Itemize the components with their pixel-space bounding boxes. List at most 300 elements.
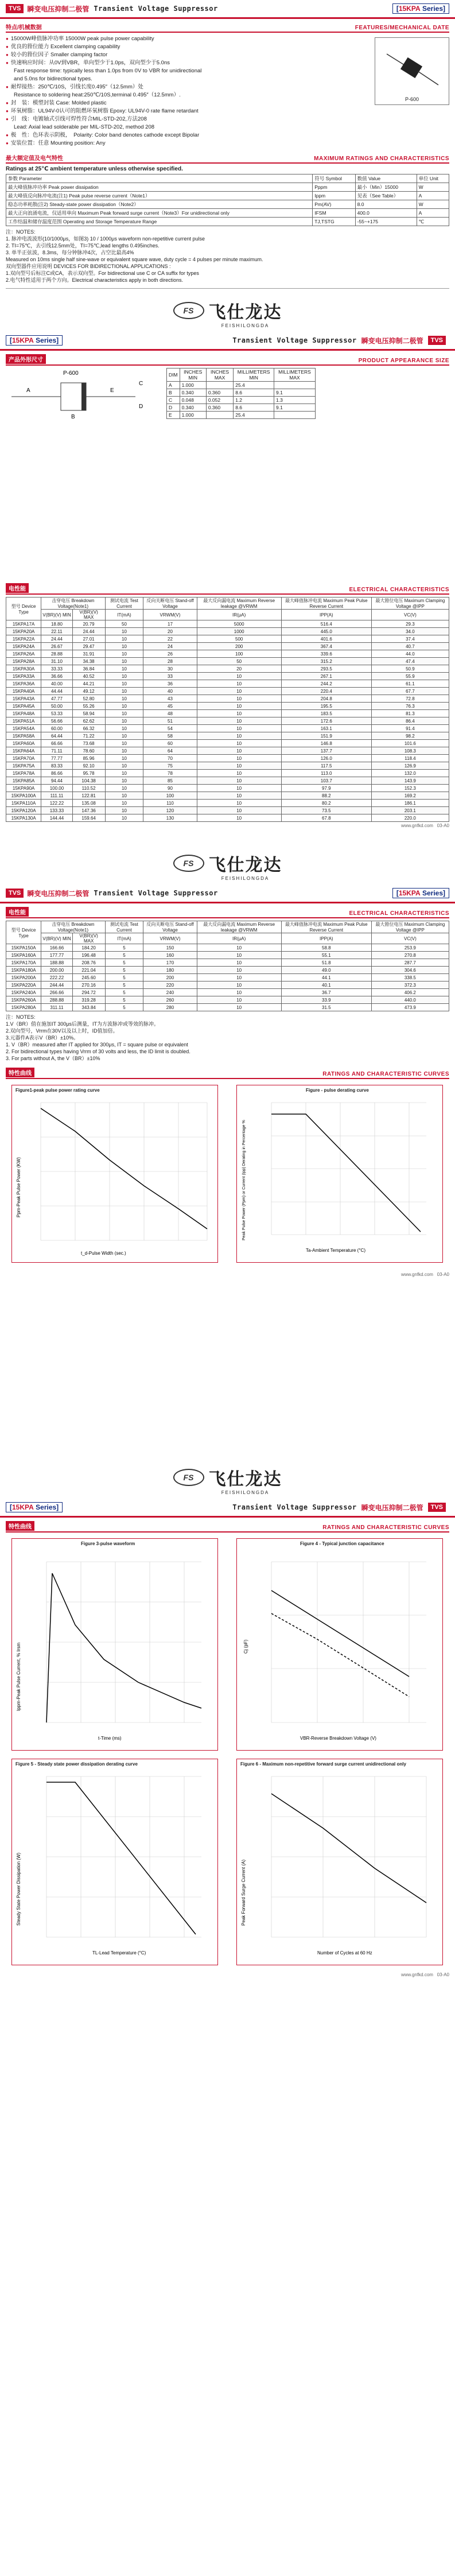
table-cell: 15KPA170A: [6, 959, 41, 967]
table-cell: 0.052: [206, 397, 233, 404]
table-cell: [206, 382, 233, 389]
table-cell: 244.2: [281, 680, 371, 688]
table-cell: 338.5: [371, 974, 449, 981]
table-cell: 10: [105, 643, 143, 650]
header-en-title: Transient Voltage Suppressor: [232, 336, 357, 344]
figure-4-plot: [237, 1539, 442, 1750]
table-cell: 56.66: [41, 717, 73, 725]
table-cell: 86.4: [371, 717, 449, 725]
table-cell: 44.44: [41, 688, 73, 695]
table-cell: 31.10: [41, 658, 73, 665]
table-cell: 50: [105, 620, 143, 628]
dims-package-label: P-600: [63, 370, 79, 377]
table-cell: 500: [197, 635, 281, 643]
table-cell: 15KPA45A: [6, 703, 41, 710]
table-cell: 15KPA220A: [6, 981, 41, 989]
page-header: [0, 1499, 455, 1516]
table-cell: 253.9: [371, 944, 449, 952]
table-cell: 60.00: [41, 725, 73, 732]
page-footer: www.gnfkd.com 03-A0: [400, 1972, 449, 1977]
table-cell: 110.52: [72, 785, 105, 792]
table-cell: 10: [197, 725, 281, 732]
table-cell: 47.4: [371, 658, 449, 665]
table-cell: 40.52: [72, 673, 105, 680]
table-cell: 10: [105, 703, 143, 710]
table-cell: 5: [105, 1004, 143, 1011]
feature-item: Resistance to soldering heat:250℃/10S,terminal 0.495″（12.5mm）.: [14, 92, 181, 98]
table-cell: 25.4: [234, 382, 274, 389]
table-cell: 184.20: [72, 944, 105, 952]
table-cell: 28: [143, 658, 197, 665]
table-cell: 36.84: [72, 665, 105, 673]
figure-2-plot: [237, 1085, 442, 1262]
table-cell: Pppm: [313, 183, 355, 192]
table-cell: 稳态功率耗散(注2) Steady-state power dissipation（Note2）: [6, 200, 313, 209]
table-cell: 91.4: [371, 725, 449, 732]
table-cell: 60: [143, 740, 197, 747]
table-cell: 77.77: [41, 755, 73, 762]
note-line: 2.双向型号，Vrrm在30V以及以上时，ID值加倍。: [6, 1028, 118, 1034]
table-cell: 188.88: [41, 959, 73, 967]
table-cell: 15KPA90A: [6, 785, 41, 792]
table-cell: 270.16: [72, 981, 105, 989]
table-cell: 10: [105, 814, 143, 822]
elec-row: [6, 967, 449, 974]
table-cell: 55.26: [72, 703, 105, 710]
table-cell: 208.76: [72, 959, 105, 967]
table-cell: 10: [197, 703, 281, 710]
table-cell: 401.6: [281, 635, 371, 643]
dims-row: [167, 382, 316, 389]
feature-item: and 5.0ns for bidirectional types.: [14, 76, 92, 82]
note-line: 2. TI=75℃，去引线12.5mm处，TI=75℃,lead lengths 0.495inches.: [6, 243, 160, 249]
figure-5-title: Figure 5 - Steady state power dissipation derating curve: [15, 1762, 138, 1767]
table-cell: 71.22: [72, 732, 105, 740]
note-line: 双向型器件应用说明 DEVICES FOR BIDIRECTIONAL APPLICATIONS :: [6, 263, 171, 269]
table-cell: 58.8: [281, 944, 371, 952]
table-cell: 10: [197, 673, 281, 680]
table-cell: 144.44: [41, 814, 73, 822]
table-cell: 10: [105, 762, 143, 770]
table-cell: 5: [105, 989, 143, 996]
table-cell: 73.5: [281, 807, 371, 814]
note-line: 3. 单半正弦波，8.3ms，每分钟脉冲4次，占空比最高4%: [6, 250, 134, 255]
table-cell: 288.88: [41, 996, 73, 1004]
elec-row: [6, 732, 449, 740]
table-cell: 103.7: [281, 777, 371, 785]
note-line: 1.V（BR）值在施加IT 300μs后测量，IT为方波脉冲或等效的脉冲。: [6, 1021, 160, 1027]
table-cell: 108.3: [371, 747, 449, 755]
table-cell: 146.8: [281, 740, 371, 747]
table-cell: 10: [105, 665, 143, 673]
table-cell: 34.0: [371, 628, 449, 635]
figure-5-xlabel: TL-Lead Temperature (°C): [92, 1950, 146, 1956]
elec-row: [6, 800, 449, 807]
feature-item: ● 环氧树脂：UL94V-0认可的阻燃环氧树脂 Epoxy: UL94V-0 rate flame retardant: [6, 107, 375, 115]
table-cell: 10: [105, 777, 143, 785]
table-cell: 51.8: [281, 959, 371, 967]
ratings-row: [6, 200, 449, 209]
table-cell: 5: [105, 967, 143, 974]
header-en-title: Transient Voltage Suppressor: [94, 5, 218, 13]
figure-3-ylabel: Ippm-Peak Pulse Current, % Irsm: [16, 1642, 21, 1711]
header-cn-title: 瞬变电压抑制二极管: [361, 336, 423, 345]
curves-heading-2: 特性曲线 RATINGS AND CHARACTERISTIC CURVES: [6, 1521, 449, 1533]
note-line: 3. For parts without A, the V（BR）±10%: [6, 1056, 100, 1061]
table-cell: 55.9: [371, 673, 449, 680]
table-cell: 240: [143, 989, 197, 996]
table-cell: 10: [105, 755, 143, 762]
table-cell: 1.2: [234, 397, 274, 404]
table-cell: 47.77: [41, 695, 73, 703]
elec-row: [6, 628, 449, 635]
page-footer: www.gnfkd.com 03-A0: [400, 823, 449, 828]
table-cell: 30: [143, 665, 197, 673]
table-cell: 28.88: [41, 650, 73, 658]
col-header: 符号 Symbol: [313, 174, 355, 183]
features-block: [0, 35, 455, 148]
table-cell: 10: [197, 695, 281, 703]
page-1: [0, 0, 455, 580]
table-cell: 0.340: [180, 404, 206, 412]
col-header: V(BR)(V) MAX: [72, 610, 105, 620]
table-cell: 10: [105, 635, 143, 643]
dims-row: [167, 404, 316, 412]
table-cell: 17: [143, 620, 197, 628]
logo-cn: 飞仕龙达: [208, 1469, 282, 1489]
table-cell: 0.360: [206, 404, 233, 412]
table-cell: 27.01: [72, 635, 105, 643]
table-cell: 400.0: [355, 209, 417, 218]
table-cell: 31.5: [281, 1004, 371, 1011]
col-header: IT(mA): [105, 610, 143, 620]
table-cell: 10: [197, 952, 281, 959]
table-cell: 10: [197, 944, 281, 952]
feature-item: ● 快速响应时间：从0V到VBR，单向型少于1.0ps，双向型少于5.0ns: [6, 59, 375, 67]
table-cell: 5: [105, 952, 143, 959]
table-cell: 15KPA60A: [6, 740, 41, 747]
elec-heading-2: 电性能 ELECTRICAL CHARACTERISTICS: [6, 907, 449, 918]
table-cell: 70: [143, 755, 197, 762]
figure-5-ylabel: Steady State Power Dissipation (W): [16, 1852, 21, 1926]
elec-row: [6, 643, 449, 650]
table-cell: 220.0: [371, 814, 449, 822]
table-cell: 75: [143, 762, 197, 770]
table-cell: 1.3: [274, 397, 316, 404]
features-list: [6, 35, 375, 148]
series-badge: [15KPA Series]: [392, 3, 449, 14]
table-cell: 15KPA51A: [6, 717, 41, 725]
table-cell: 29.3: [371, 620, 449, 628]
table-cell: 10: [197, 1004, 281, 1011]
table-cell: 见表（See Table）: [355, 192, 417, 200]
table-cell: E: [167, 412, 180, 419]
col-header: 击穿电压 Breakdown Voltage(Note1): [41, 921, 105, 933]
table-cell: 10: [197, 967, 281, 974]
col-header: 测试电流 Test Current: [105, 598, 143, 610]
figure-6-title: Figure 6 - Maximum non-repetitive forward surge current unidirectional only: [240, 1762, 406, 1767]
col-header: 反向关断电压 Stand-off Voltage: [143, 598, 197, 610]
table-cell: 最大峰值脉冲功率 Peak power dissipation: [6, 183, 313, 192]
table-cell: 10: [105, 725, 143, 732]
col-header: 数值 Value: [355, 174, 417, 183]
table-cell: 130: [143, 814, 197, 822]
ratings-row: [6, 183, 449, 192]
table-cell: 15KPA110A: [6, 800, 41, 807]
table-cell: 311.11: [41, 1004, 73, 1011]
curves-heading: 特性曲线 RATINGS AND CHARACTERISTIC CURVES: [6, 1068, 449, 1079]
feature-item: ● 耐焊接热：250℃/10S，引线长度0.495″（12.5mm）处: [6, 83, 375, 91]
table-cell: 152.3: [371, 785, 449, 792]
figure-6-xlabel: Number of Cycles at 60 Hz: [317, 1950, 372, 1956]
figure-2-title: Figure - pulse derating curve: [306, 1088, 369, 1093]
logo-mark: FS: [173, 855, 204, 872]
table-cell: 180: [143, 967, 197, 974]
table-cell: D: [167, 404, 180, 412]
elec-row: [6, 807, 449, 814]
elec-row: [6, 944, 449, 952]
table-cell: 15KPA130A: [6, 814, 41, 822]
table-cell: 53.33: [41, 710, 73, 717]
table-cell: 200: [143, 974, 197, 981]
figure-6-ylabel: Peak Forward Surge Current (A): [241, 1859, 246, 1926]
table-cell: 150: [143, 944, 197, 952]
feature-item: ● 15000W峰值脉冲功率 15000W peak pulse power capability: [6, 35, 375, 43]
table-cell: W: [417, 183, 449, 192]
table-cell: [274, 382, 316, 389]
col-header: DIM: [167, 368, 180, 382]
table-cell: 260: [143, 996, 197, 1004]
elec-row: [6, 981, 449, 989]
table-cell: 15KPA43A: [6, 695, 41, 703]
elec-row: [6, 755, 449, 762]
elec-row: [6, 665, 449, 673]
table-cell: 1.000: [180, 382, 206, 389]
table-cell: 62.62: [72, 717, 105, 725]
table-cell: 293.5: [281, 665, 371, 673]
table-cell: 94.44: [41, 777, 73, 785]
figure-1-plot: [12, 1085, 217, 1262]
table-cell: 10: [197, 755, 281, 762]
table-cell: 52.80: [72, 695, 105, 703]
table-cell: 10: [197, 717, 281, 725]
dims-heading: 产品外形尺寸 PRODUCT APPEARANCE SIZE: [6, 354, 449, 366]
table-cell: 1.000: [180, 412, 206, 419]
table-cell: 473.9: [371, 1004, 449, 1011]
col-header: 最大反向漏电流 Maximum Reverse leakage @VRWM: [197, 598, 281, 610]
table-cell: 15KPA28A: [6, 658, 41, 665]
table-cell: 5: [105, 974, 143, 981]
feature-item: Fast response time: typically less than 1.0ps from 0V to VBR for unidirectional: [14, 68, 202, 74]
table-cell: 51: [143, 717, 197, 725]
table-cell: 54: [143, 725, 197, 732]
series-badge: [15KPA Series]: [6, 1502, 63, 1512]
brand-logo: [0, 291, 455, 332]
table-cell: 304.6: [371, 967, 449, 974]
table-cell: 20: [143, 628, 197, 635]
table-cell: 76.3: [371, 703, 449, 710]
table-cell: 10: [105, 628, 143, 635]
table-cell: 33.33: [41, 665, 73, 673]
logo-cn: 飞仕龙达: [208, 855, 282, 875]
table-cell: 33: [143, 673, 197, 680]
table-cell: 36: [143, 680, 197, 688]
table-cell: 85.96: [72, 755, 105, 762]
table-cell: 最小（Min）15000: [355, 183, 417, 192]
note-line: 2.电气特性适用于两个方向。Electrical characteristics apply in both directions.: [6, 277, 184, 283]
table-cell: 10: [197, 974, 281, 981]
col-header: INCHES MIN: [180, 368, 206, 382]
table-cell: 37.4: [371, 635, 449, 643]
divider: [6, 288, 449, 289]
figure-1-title: Figure1-peak pulse power rating curve: [15, 1088, 100, 1093]
table-cell: 10: [105, 770, 143, 777]
col-header: V(BR)(V) MAX: [72, 933, 105, 944]
table-cell: 113.0: [281, 770, 371, 777]
table-cell: 26: [143, 650, 197, 658]
ratings-table: [6, 174, 449, 226]
table-cell: 最大正向浪涌电流，仅适用单向 Maximum Peak forward surge current（Note3）For unidirectional only: [6, 209, 313, 218]
table-cell: 126.0: [281, 755, 371, 762]
table-cell: 15KPA75A: [6, 762, 41, 770]
table-cell: 61.1: [371, 680, 449, 688]
table-cell: 118.4: [371, 755, 449, 762]
header-cn-title: 瞬变电压抑制二极管: [361, 1503, 423, 1512]
feature-item: ● 安装位置：任意 Mounting position: Any: [6, 139, 375, 148]
table-cell: 10: [197, 800, 281, 807]
table-cell: [206, 412, 233, 419]
table-cell: 343.84: [72, 1004, 105, 1011]
table-cell: 15KPA58A: [6, 732, 41, 740]
table-cell: 220: [143, 981, 197, 989]
elec-row: [6, 770, 449, 777]
table-cell: 10: [105, 717, 143, 725]
table-cell: 10: [105, 658, 143, 665]
table-cell: 270.8: [371, 952, 449, 959]
table-cell: 151.9: [281, 732, 371, 740]
elec-row: [6, 1004, 449, 1011]
table-cell: 工作结温和储存温度范围 Operating and Storage Temperature Range: [6, 218, 313, 226]
series-badge: [15KPA Series]: [6, 335, 63, 346]
logo-cn: 飞仕龙达: [208, 302, 282, 323]
table-cell: W: [417, 200, 449, 209]
elec-row: [6, 658, 449, 665]
logo-en: FEISHILONGDA: [221, 1490, 270, 1495]
dims-block: [0, 368, 455, 425]
table-cell: 15KPA48A: [6, 710, 41, 717]
table-cell: 126.9: [371, 762, 449, 770]
table-cell: 67.7: [371, 688, 449, 695]
elec-row: [6, 777, 449, 785]
table-cell: 15KPA85A: [6, 777, 41, 785]
table-cell: 222.22: [41, 974, 73, 981]
table-cell: 78.60: [72, 747, 105, 755]
table-cell: A: [167, 382, 180, 389]
table-cell: 100: [143, 792, 197, 800]
table-cell: 315.2: [281, 658, 371, 665]
header-cn-title: 瞬变电压抑制二极管: [27, 5, 90, 13]
table-cell: Pm(AV): [313, 200, 355, 209]
table-cell: 40.00: [41, 680, 73, 688]
table-cell: 15KPA100A: [6, 792, 41, 800]
table-cell: 10: [197, 688, 281, 695]
table-cell: 64.44: [41, 732, 73, 740]
note-line: 注：NOTES:: [6, 1014, 36, 1020]
table-cell: 445.0: [281, 628, 371, 635]
header-rule: [0, 349, 455, 351]
col-header: 型号 Device Type: [6, 598, 41, 620]
table-cell: 440.0: [371, 996, 449, 1004]
table-cell: 0.360: [206, 389, 233, 397]
table-cell: 15KPA160A: [6, 952, 41, 959]
table-cell: 10: [105, 673, 143, 680]
table-cell: 5: [105, 944, 143, 952]
table-cell: 10: [105, 800, 143, 807]
col-header: MILLIMETERS MAX: [274, 368, 316, 382]
table-cell: 15KPA200A: [6, 974, 41, 981]
dim-letter-e: E: [110, 387, 114, 394]
table-cell: 200: [197, 643, 281, 650]
table-cell: 10: [105, 650, 143, 658]
table-cell: 44.1: [281, 974, 371, 981]
table-cell: 10: [105, 732, 143, 740]
table-cell: 5: [105, 996, 143, 1004]
feature-item: ● 封 装：模塑封装 Case: Molded plastic: [6, 99, 375, 107]
table-cell: 15KPA36A: [6, 680, 41, 688]
table-cell: 22: [143, 635, 197, 643]
table-cell: 172.6: [281, 717, 371, 725]
col-header: 最大反向漏电流 Maximum Reverse leakage @VRWM: [197, 921, 281, 933]
table-cell: 64: [143, 747, 197, 755]
table-cell: A: [417, 209, 449, 218]
table-cell: 15KPA20A: [6, 628, 41, 635]
elec-row: [6, 959, 449, 967]
elec-row: [6, 650, 449, 658]
table-cell: 36.7: [281, 989, 371, 996]
dims-row: [167, 389, 316, 397]
table-cell: 1000: [197, 628, 281, 635]
table-cell: 48: [143, 710, 197, 717]
table-cell: 10: [197, 996, 281, 1004]
logo-mark: FS: [173, 302, 204, 319]
table-cell: 22.11: [41, 628, 73, 635]
curves-grid: [0, 1535, 455, 1971]
table-cell: 49.0: [281, 967, 371, 974]
table-cell: 49.12: [72, 688, 105, 695]
table-cell: 66.66: [41, 740, 73, 747]
note-line: 1. V（BR）measured after IT applied for 300μs, IT = square pulse or equivalent: [6, 1042, 188, 1048]
table-cell: 122.22: [41, 800, 73, 807]
logo-en: FEISHILONGDA: [221, 323, 270, 328]
table-cell: 406.2: [371, 989, 449, 996]
table-cell: 10: [197, 710, 281, 717]
col-header: VRWM(V): [143, 610, 197, 620]
table-cell: 15KPA17A: [6, 620, 41, 628]
table-cell: 133.33: [41, 807, 73, 814]
table-cell: 143.9: [371, 777, 449, 785]
elec-row: [6, 703, 449, 710]
elec-row: [6, 710, 449, 717]
figure-4: [236, 1538, 443, 1751]
table-cell: 15KPA54A: [6, 725, 41, 732]
table-cell: 267.1: [281, 673, 371, 680]
table-cell: 372.3: [371, 981, 449, 989]
package-image: [375, 37, 449, 105]
table-cell: 8.6: [234, 404, 274, 412]
table-cell: 36.66: [41, 673, 73, 680]
table-cell: 15KPA150A: [6, 944, 41, 952]
figure-1-xlabel: t_d-Pulse Width (sec.): [81, 1251, 126, 1256]
